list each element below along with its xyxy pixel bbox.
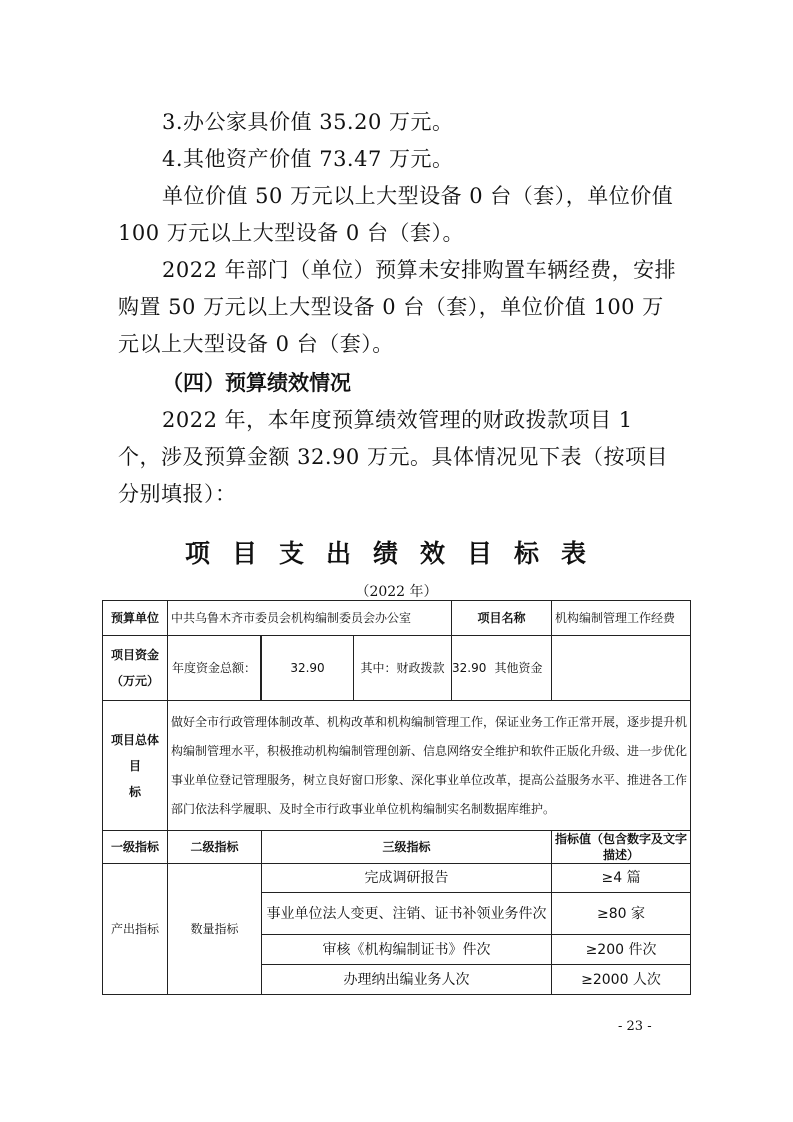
table-row (103, 701, 691, 831)
performance-target-table (102, 600, 691, 995)
fiscal-allocation-label: 其中：财政拨款 (354, 636, 452, 701)
budget-unit-label: 预算单位 (103, 601, 168, 636)
project-funds-label (103, 636, 168, 701)
overall-goal-text: 做好全市行政管理体制改革、机构改革和机构编制管理工作，保证业务工作正常开展，逐步提升机构编制管理水平，积极推动机构编制管理创新、信息网络安全维护和软件正版化升级、进一步优化事业单位登记管理服务，树立良好窗口形象、深化事业单位改革，提高公益服务水平、推进各工作部门依法科学履职、及时全市行政事业单位机构编制实名制数据库维护。 (168, 701, 691, 831)
annual-total-subtable (168, 636, 261, 700)
fiscal-allocation-value: 32.90 (452, 661, 487, 675)
body-paragraph-vehicles: 2022 年部门（单位）预算未安排购置车辆经费，安排购置 50 万元以上大型设备 0 台（套），单位价值 100 万元以上大型设备 0 台（套）。 (118, 258, 677, 356)
level2-quantity-indicator: 数量指标 (168, 864, 262, 995)
project-name-label: 项目名称 (452, 601, 552, 636)
table-row (103, 636, 691, 701)
table-title: 项目支出绩效目标表 (184, 539, 608, 568)
indicator-value: ≥80 家 (552, 893, 691, 935)
table-row (103, 601, 691, 636)
table-row (103, 864, 691, 893)
page-number: - 23 - (618, 1019, 652, 1034)
table-header-row (103, 831, 691, 864)
project-funds-label-line2: （万元） (110, 674, 159, 688)
header-level1: 一级指标 (103, 831, 168, 864)
header-level3: 三级指标 (262, 831, 552, 864)
annual-total-cell (168, 636, 262, 701)
other-funds-value (552, 636, 691, 701)
annual-total-label: 年度资金总额： (168, 636, 261, 700)
body-line-other-assets: 4.其他资产价值 73.47 万元。 (162, 147, 454, 171)
other-funds-label (452, 636, 552, 701)
body-line-furniture: 3.办公家具价值 35.20 万元。 (162, 110, 454, 134)
level3-indicator: 事业单位法人变更、注销、证书补领业务件次 (262, 893, 552, 935)
other-funds-label-text: 其他资金 (494, 661, 543, 675)
header-level2: 二级指标 (168, 831, 262, 864)
indicator-value: ≥200 件次 (552, 935, 691, 965)
section-heading-performance: （四）预算绩效情况 (162, 371, 351, 395)
table-year: （2022 年） (355, 584, 438, 600)
project-name-value: 机构编制管理工作经费 (552, 601, 691, 636)
level3-indicator: 审核《机构编制证书》件次 (262, 935, 552, 965)
overall-goal-label-line1: 项目总体目 (110, 732, 159, 773)
level1-output-indicator: 产出指标 (103, 864, 168, 995)
project-funds-label-line1: 项目资金 (110, 648, 159, 662)
budget-unit-value: 中共乌鲁木齐市委员会机构编制委员会办公室 (168, 601, 452, 636)
overall-goal-label (103, 701, 168, 831)
body-paragraph-performance: 2022 年，本年度预算绩效管理的财政拨款项目 1 个，涉及预算金额 32.90 万元。具体情况见下表（按项目分别填报）： (118, 408, 668, 506)
level3-indicator: 完成调研报告 (262, 864, 552, 893)
level3-indicator: 办理纳出编业务人次 (262, 965, 552, 995)
header-target-value: 指标值（包含数字及文字描述） (552, 831, 691, 864)
body-paragraph-equipment: 单位价值 50 万元以上大型设备 0 台（套），单位价值 100 万元以上大型设备 0 台（套）。 (118, 184, 674, 245)
indicator-value: ≥4 篇 (552, 864, 691, 893)
overall-goal-label-line2: 标 (128, 784, 141, 799)
annual-total-value: 32.90 (262, 636, 354, 701)
indicator-value: ≥2000 人次 (552, 965, 691, 995)
